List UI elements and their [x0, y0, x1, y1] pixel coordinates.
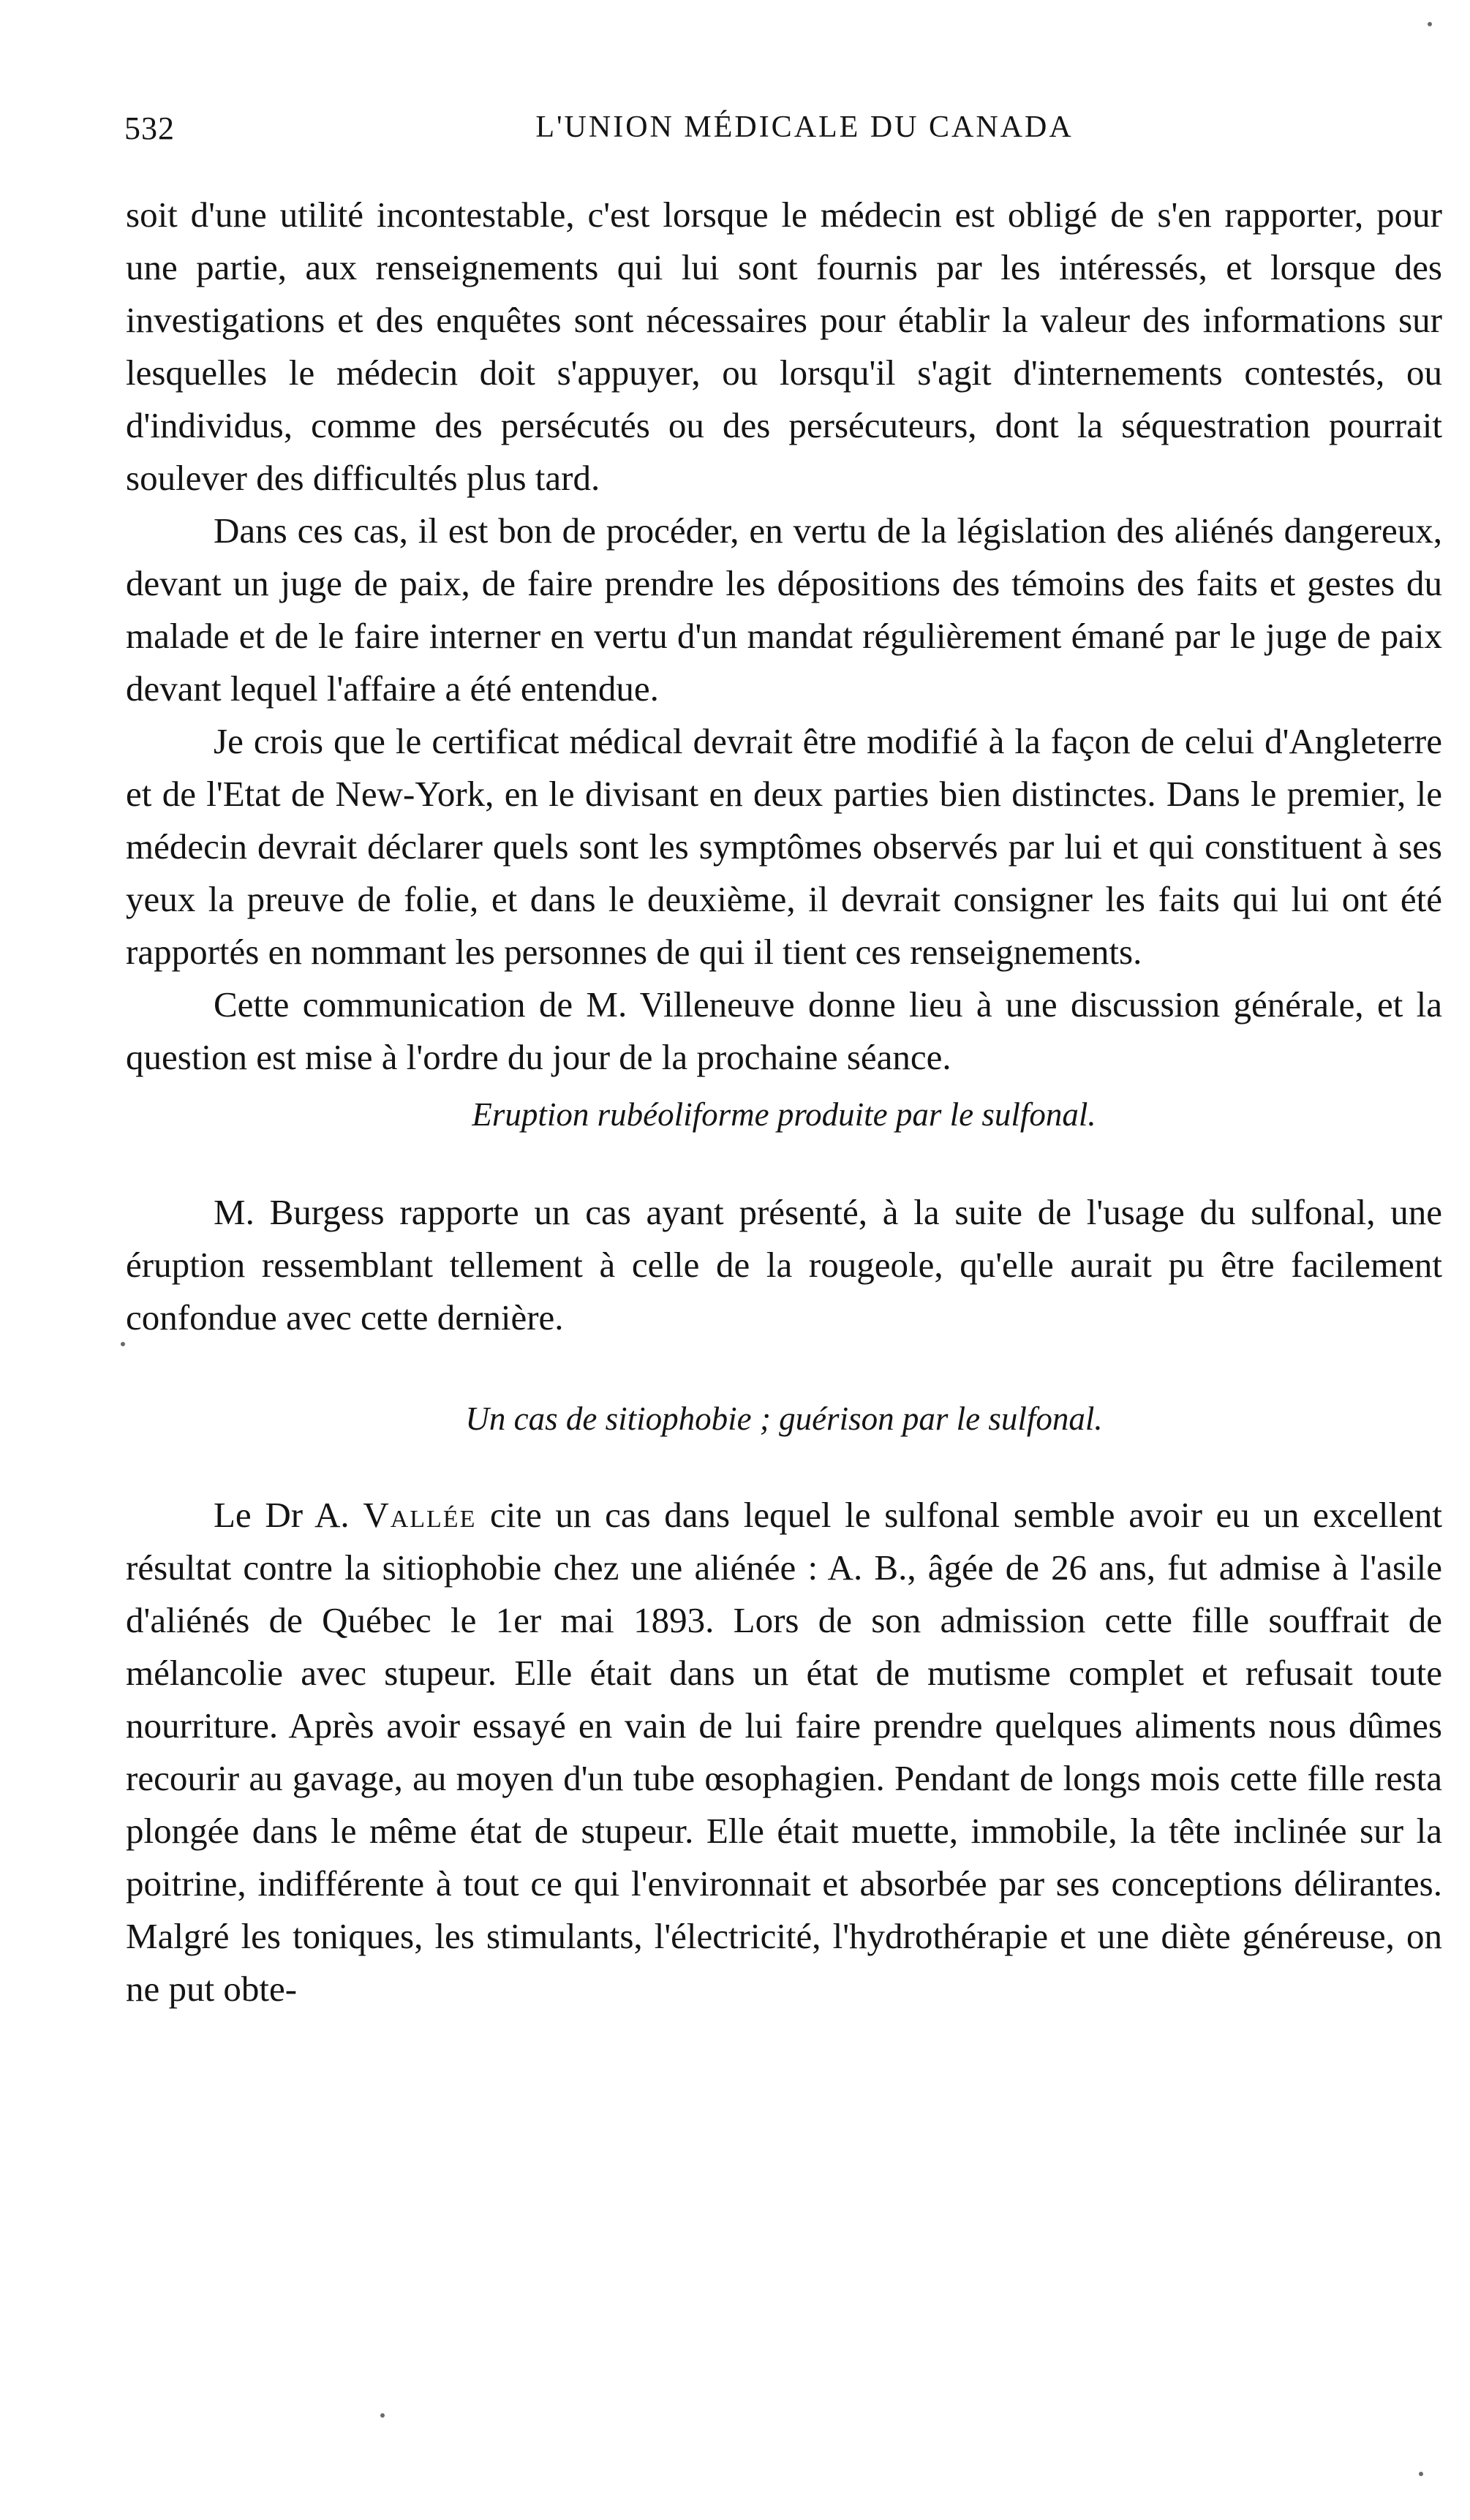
paragraph-continuation: soit d'une utilité incontestable, c'est lorsque le médecin est obligé de s'en rapporter, pour une partie, aux renseignements qui lui sont fournis par les intéressés, et lorsque des investigations et des enquêtes sont nécessaires pour établir la valeur des informations sur lesquelles le médecin doit s'appuyer, ou lorsqu'il s'agit d'internements contestés, ou d'individus, comme des persécutés ou des persécuteurs, dont la séquestration pourrait soulever des difficultés plus tard. — [126, 195, 1442, 498]
vallee-rest: cite un cas dans lequel le sulfonal semble avoir eu un excellent résultat contre la sitiophobie chez une aliénée : A. B., âgée de 26 ans, fut admise à l'asile d'aliénés de Québec le 1er mai 1893. Lors de son admission cette fille souffrait de mélancolie avec stupeur. Elle était dans un état de mutisme complet et refusait toute nourriture. Après avoir essayé en vain de lui faire prendre quelques aliments nous dûmes recourir au gavage, au moyen d'un tube œsophagien. Pendant de longs mois cette fille resta plongée dans le même état de stupeur. Elle était muette, immobile, la tête inclinée sur la poitrine, indifférente à tout ce qui l'environnait et absorbée par ses conceptions délirantes. Malgré les toniques, les stimulants, l'électricité, l'hydrothérapie et une diète généreuse, on ne put obte- — [126, 1495, 1442, 2009]
running-title: L'UNION MÉDICALE DU CANADA — [535, 110, 1074, 144]
scan-speck — [121, 1342, 125, 1346]
paragraph-certificate: Je crois que le certificat médical devrait être modifié à la façon de celui d'Angleterre et de l'Etat de New-York, en le divisant en deux parties bien distinctes. Dans le premier, le médecin devrait déclarer quels sont les symptômes observés par lui et qui constituent à ses yeux la preuve de folie, et dans le deuxième, il devrait consigner les faits qui lui ont été rapportés en nommant les personnes de qui il tient ces renseignements. — [126, 721, 1442, 972]
scan-speck — [1419, 2472, 1423, 2476]
body-text — [126, 189, 1442, 2015]
vallee-lead: Le Dr A. — [214, 1495, 363, 1535]
author-name: Vallée — [363, 1495, 477, 1535]
scan-speck — [380, 2413, 385, 2418]
scan-speck — [1428, 22, 1432, 26]
page-header — [124, 110, 1426, 161]
paragraph-burgess: M. Burgess rapporte un cas ayant présenté, à la suite de l'usage du sulfonal, une éruption ressemblant tellement à celle de la rougeole, qu'elle aurait pu être facilement confondue avec cette dernière. — [126, 1192, 1442, 1338]
paragraph-legislation: Dans ces cas, il est bon de procéder, en vertu de la législation des aliénés dangereux, devant un juge de paix, de faire prendre les dépositions des témoins des faits et gestes du malade et de le faire interner en vertu d'un mandat régulièrement émané par le juge de paix devant lequel l'affaire a été entendue. — [126, 510, 1442, 709]
paragraph-discussion: Cette communication de M. Villeneuve donne lieu à une discussion générale, et la question est mise à l'ordre du jour de la prochaine séance. — [126, 984, 1442, 1077]
section-heading-sitiophobie: Un cas de sitiophobie ; guérison par le sulfonal. — [465, 1400, 1103, 1437]
section-heading-eruption: Eruption rubéoliforme produite par le sulfonal. — [472, 1096, 1096, 1133]
paragraph-vallee — [126, 1489, 1442, 2015]
page-number: 532 — [124, 110, 175, 146]
